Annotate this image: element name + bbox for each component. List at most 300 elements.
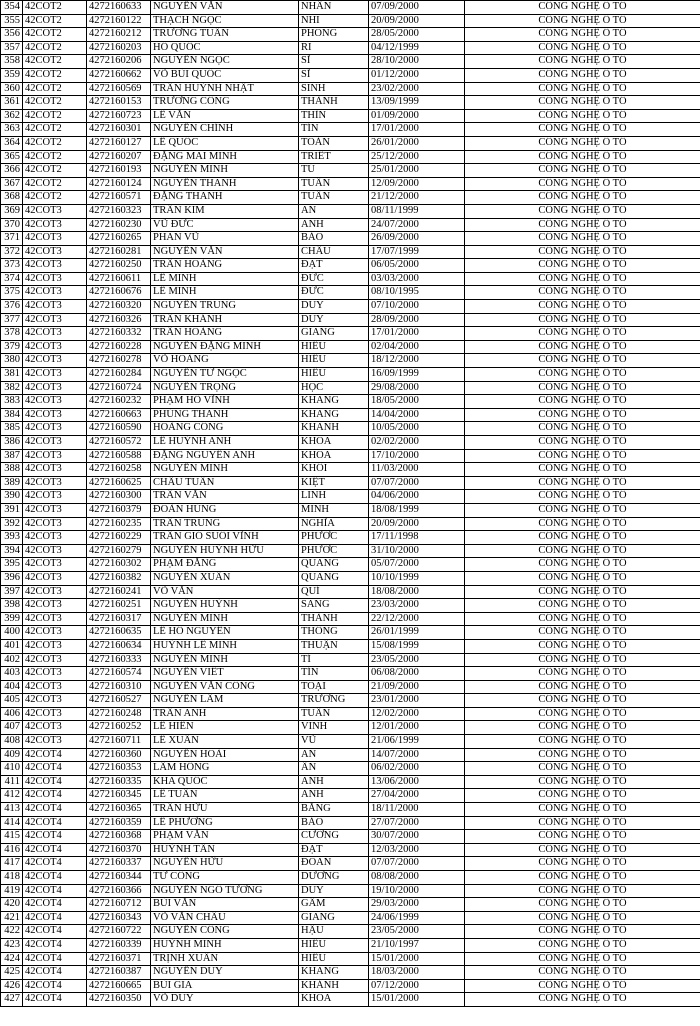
major-cell: CÔNG NGHỆ Ô TÔ <box>465 775 700 789</box>
row-number-cell: 381 <box>1 368 23 382</box>
last-middle-name-cell: TRẦN ANH <box>151 707 299 721</box>
student-id-cell: 4272160359 <box>87 816 151 830</box>
date-of-birth-cell: 13/06/2000 <box>369 775 465 789</box>
date-of-birth-cell: 20/09/2000 <box>369 517 465 531</box>
major-cell: CÔNG NGHỆ Ô TÔ <box>465 123 700 137</box>
row-number-cell: 367 <box>1 177 23 191</box>
row-number-cell: 379 <box>1 340 23 354</box>
date-of-birth-cell: 21/10/1997 <box>369 938 465 952</box>
table-row <box>1 884 700 898</box>
first-name-cell: GIANG <box>299 911 369 925</box>
major-cell: CÔNG NGHỆ Ô TÔ <box>465 177 700 191</box>
last-middle-name-cell: HUỲNH MINH <box>151 938 299 952</box>
student-id-cell: 4272160252 <box>87 721 151 735</box>
table-row <box>1 41 700 55</box>
last-middle-name-cell: NGUYỄN VĂN CÔNG <box>151 680 299 694</box>
student-id-cell: 4272160345 <box>87 789 151 803</box>
date-of-birth-cell: 10/05/2000 <box>369 422 465 436</box>
class-code-cell: 42COT3 <box>23 667 87 681</box>
class-code-cell: 42COT3 <box>23 612 87 626</box>
first-name-cell: RI <box>299 41 369 55</box>
class-code-cell: 42COT4 <box>23 938 87 952</box>
date-of-birth-cell: 20/09/2000 <box>369 14 465 28</box>
row-number-cell: 384 <box>1 408 23 422</box>
table-row <box>1 218 700 232</box>
class-code-cell: 42COT3 <box>23 639 87 653</box>
first-name-cell: HIẾU <box>299 340 369 354</box>
major-cell: CÔNG NGHỆ Ô TÔ <box>465 436 700 450</box>
student-id-cell: 4272160350 <box>87 993 151 1007</box>
student-id-cell: 4272160590 <box>87 422 151 436</box>
class-code-cell: 42COT3 <box>23 368 87 382</box>
first-name-cell: THÀNH <box>299 96 369 110</box>
major-cell: CÔNG NGHỆ Ô TÔ <box>465 816 700 830</box>
first-name-cell: BẰNG <box>299 803 369 817</box>
row-number-cell: 358 <box>1 55 23 69</box>
table-row <box>1 789 700 803</box>
major-cell: CÔNG NGHỆ Ô TÔ <box>465 639 700 653</box>
first-name-cell: AN <box>299 748 369 762</box>
student-id-cell: 4272160337 <box>87 857 151 871</box>
first-name-cell: TOẠI <box>299 680 369 694</box>
major-cell: CÔNG NGHỆ Ô TÔ <box>465 259 700 273</box>
row-number-cell: 374 <box>1 272 23 286</box>
class-code-cell: 42COT3 <box>23 286 87 300</box>
first-name-cell: TUẤN <box>299 191 369 205</box>
class-code-cell: 42COT2 <box>23 55 87 69</box>
class-code-cell: 42COT2 <box>23 68 87 82</box>
row-number-cell: 357 <box>1 41 23 55</box>
student-id-cell: 4272160281 <box>87 245 151 259</box>
table-row <box>1 721 700 735</box>
major-cell: CÔNG NGHỆ Ô TÔ <box>465 463 700 477</box>
major-cell: CÔNG NGHỆ Ô TÔ <box>465 109 700 123</box>
last-middle-name-cell: VÕ VĂN <box>151 585 299 599</box>
class-code-cell: 42COT3 <box>23 327 87 341</box>
date-of-birth-cell: 17/01/2000 <box>369 123 465 137</box>
last-middle-name-cell: HOÀNG CÔNG <box>151 422 299 436</box>
last-middle-name-cell: NGUYỄN VĂN <box>151 245 299 259</box>
first-name-cell: HẬU <box>299 925 369 939</box>
student-id-cell: 4272160302 <box>87 558 151 572</box>
student-id-cell: 4272160229 <box>87 531 151 545</box>
row-number-cell: 376 <box>1 300 23 314</box>
last-middle-name-cell: NGUYỄN CHÍNH <box>151 123 299 137</box>
table-row <box>1 938 700 952</box>
major-cell: CÔNG NGHỆ Ô TÔ <box>465 408 700 422</box>
row-number-cell: 378 <box>1 327 23 341</box>
date-of-birth-cell: 17/10/2000 <box>369 449 465 463</box>
date-of-birth-cell: 23/05/2000 <box>369 925 465 939</box>
row-number-cell: 388 <box>1 463 23 477</box>
table-row <box>1 191 700 205</box>
student-id-cell: 4272160635 <box>87 626 151 640</box>
class-code-cell: 42COT3 <box>23 707 87 721</box>
date-of-birth-cell: 26/01/2000 <box>369 136 465 150</box>
first-name-cell: HIẾU <box>299 354 369 368</box>
row-number-cell: 411 <box>1 775 23 789</box>
class-code-cell: 42COT2 <box>23 28 87 42</box>
first-name-cell: DUY <box>299 884 369 898</box>
first-name-cell: ĐẠT <box>299 843 369 857</box>
last-middle-name-cell: NGUYỄN NGÔ TƯỜNG <box>151 884 299 898</box>
table-row <box>1 735 700 749</box>
table-row <box>1 449 700 463</box>
date-of-birth-cell: 08/08/2000 <box>369 871 465 885</box>
table-row <box>1 775 700 789</box>
first-name-cell: SANG <box>299 599 369 613</box>
date-of-birth-cell: 12/02/2000 <box>369 707 465 721</box>
student-id-cell: 4272160251 <box>87 599 151 613</box>
row-number-cell: 423 <box>1 938 23 952</box>
student-id-cell: 4272160663 <box>87 408 151 422</box>
row-number-cell: 389 <box>1 476 23 490</box>
major-cell: CÔNG NGHỆ Ô TÔ <box>465 979 700 993</box>
class-code-cell: 42COT3 <box>23 585 87 599</box>
student-id-cell: 4272160250 <box>87 259 151 273</box>
table-row <box>1 68 700 82</box>
first-name-cell: TUẤN <box>299 707 369 721</box>
last-middle-name-cell: PHẠM VĂN <box>151 830 299 844</box>
date-of-birth-cell: 04/12/1999 <box>369 41 465 55</box>
row-number-cell: 368 <box>1 191 23 205</box>
student-id-cell: 4272160370 <box>87 843 151 857</box>
last-middle-name-cell: NGUYỄN HUỲNH HỮU <box>151 544 299 558</box>
table-row <box>1 952 700 966</box>
last-middle-name-cell: VÕ VĂN CHÂU <box>151 911 299 925</box>
student-id-cell: 4272160278 <box>87 354 151 368</box>
last-middle-name-cell: HỒ QUỐC <box>151 41 299 55</box>
table-row <box>1 612 700 626</box>
student-id-cell: 4272160344 <box>87 871 151 885</box>
table-row <box>1 422 700 436</box>
last-middle-name-cell: CHÂU TUẤN <box>151 476 299 490</box>
student-id-cell: 4272160265 <box>87 232 151 246</box>
date-of-birth-cell: 29/08/2000 <box>369 381 465 395</box>
major-cell: CÔNG NGHỆ Ô TÔ <box>465 368 700 382</box>
first-name-cell: LINH <box>299 490 369 504</box>
major-cell: CÔNG NGHỆ Ô TÔ <box>465 925 700 939</box>
major-cell: CÔNG NGHỆ Ô TÔ <box>465 938 700 952</box>
row-number-cell: 409 <box>1 748 23 762</box>
class-code-cell: 42COT2 <box>23 14 87 28</box>
major-cell: CÔNG NGHỆ Ô TÔ <box>465 830 700 844</box>
student-id-cell: 4272160574 <box>87 667 151 681</box>
student-id-cell: 4272160127 <box>87 136 151 150</box>
table-row <box>1 925 700 939</box>
student-id-cell: 4272160633 <box>87 1 151 15</box>
class-code-cell: 42COT3 <box>23 340 87 354</box>
table-row <box>1 966 700 980</box>
major-cell: CÔNG NGHỆ Ô TÔ <box>465 150 700 164</box>
last-middle-name-cell: LÂM HỒNG <box>151 762 299 776</box>
row-number-cell: 418 <box>1 871 23 885</box>
class-code-cell: 42COT3 <box>23 626 87 640</box>
major-cell: CÔNG NGHỆ Ô TÔ <box>465 857 700 871</box>
last-middle-name-cell: LÊ MINH <box>151 286 299 300</box>
row-number-cell: 401 <box>1 639 23 653</box>
table-row <box>1 1 700 15</box>
class-code-cell: 42COT3 <box>23 463 87 477</box>
first-name-cell: PHƯỚC <box>299 544 369 558</box>
last-middle-name-cell: HUỲNH TẤN <box>151 843 299 857</box>
last-middle-name-cell: NGUYỄN DUY <box>151 966 299 980</box>
row-number-cell: 403 <box>1 667 23 681</box>
date-of-birth-cell: 02/04/2000 <box>369 340 465 354</box>
table-row <box>1 286 700 300</box>
first-name-cell: ĐỨC <box>299 272 369 286</box>
row-number-cell: 393 <box>1 531 23 545</box>
major-cell: CÔNG NGHỆ Ô TÔ <box>465 952 700 966</box>
table-row <box>1 707 700 721</box>
first-name-cell: QUÍ <box>299 585 369 599</box>
table-row <box>1 463 700 477</box>
date-of-birth-cell: 03/03/2000 <box>369 272 465 286</box>
first-name-cell: KHANG <box>299 408 369 422</box>
row-number-cell: 425 <box>1 966 23 980</box>
date-of-birth-cell: 14/07/2000 <box>369 748 465 762</box>
table-row <box>1 354 700 368</box>
major-cell: CÔNG NGHỆ Ô TÔ <box>465 966 700 980</box>
row-number-cell: 391 <box>1 503 23 517</box>
major-cell: CÔNG NGHỆ Ô TÔ <box>465 571 700 585</box>
class-code-cell: 42COT4 <box>23 748 87 762</box>
major-cell: CÔNG NGHỆ Ô TÔ <box>465 381 700 395</box>
major-cell: CÔNG NGHỆ Ô TÔ <box>465 721 700 735</box>
row-number-cell: 404 <box>1 680 23 694</box>
student-id-cell: 4272160712 <box>87 898 151 912</box>
last-middle-name-cell: TRẦN KIM <box>151 204 299 218</box>
class-code-cell: 42COT3 <box>23 449 87 463</box>
class-code-cell: 42COT3 <box>23 653 87 667</box>
student-id-cell: 4272160569 <box>87 82 151 96</box>
last-middle-name-cell: ĐẶNG NGUYÊN ANH <box>151 449 299 463</box>
student-id-cell: 4272160230 <box>87 218 151 232</box>
row-number-cell: 408 <box>1 735 23 749</box>
major-cell: CÔNG NGHỆ Ô TÔ <box>465 55 700 69</box>
date-of-birth-cell: 21/09/2000 <box>369 680 465 694</box>
row-number-cell: 424 <box>1 952 23 966</box>
major-cell: CÔNG NGHỆ Ô TÔ <box>465 544 700 558</box>
date-of-birth-cell: 24/07/2000 <box>369 218 465 232</box>
date-of-birth-cell: 31/10/2000 <box>369 544 465 558</box>
first-name-cell: CHÂU <box>299 245 369 259</box>
last-middle-name-cell: LÊ QUỐC <box>151 136 299 150</box>
row-number-cell: 394 <box>1 544 23 558</box>
date-of-birth-cell: 12/01/2000 <box>369 721 465 735</box>
table-row <box>1 667 700 681</box>
date-of-birth-cell: 26/01/1999 <box>369 626 465 640</box>
class-code-cell: 42COT3 <box>23 313 87 327</box>
student-id-cell: 4272160366 <box>87 884 151 898</box>
last-middle-name-cell: NGUYỄN VIẾT <box>151 667 299 681</box>
last-middle-name-cell: PHÙNG THANH <box>151 408 299 422</box>
row-number-cell: 364 <box>1 136 23 150</box>
first-name-cell: THÌN <box>299 109 369 123</box>
date-of-birth-cell: 25/12/2000 <box>369 150 465 164</box>
major-cell: CÔNG NGHỆ Ô TÔ <box>465 300 700 314</box>
table-row <box>1 531 700 545</box>
table-row <box>1 558 700 572</box>
student-id-cell: 4272160662 <box>87 68 151 82</box>
major-cell: CÔNG NGHỆ Ô TÔ <box>465 340 700 354</box>
table-row <box>1 327 700 341</box>
date-of-birth-cell: 23/03/2000 <box>369 599 465 613</box>
class-code-cell: 42COT3 <box>23 544 87 558</box>
class-code-cell: 42COT3 <box>23 259 87 273</box>
row-number-cell: 354 <box>1 1 23 15</box>
first-name-cell: ĐOAN <box>299 857 369 871</box>
date-of-birth-cell: 11/03/2000 <box>369 463 465 477</box>
class-code-cell: 42COT3 <box>23 272 87 286</box>
first-name-cell: QUANG <box>299 571 369 585</box>
date-of-birth-cell: 12/03/2000 <box>369 843 465 857</box>
major-cell: CÔNG NGHỆ Ô TÔ <box>465 871 700 885</box>
student-id-cell: 4272160284 <box>87 368 151 382</box>
class-code-cell: 42COT3 <box>23 735 87 749</box>
date-of-birth-cell: 30/07/2000 <box>369 830 465 844</box>
row-number-cell: 387 <box>1 449 23 463</box>
row-number-cell: 427 <box>1 993 23 1007</box>
major-cell: CÔNG NGHỆ Ô TÔ <box>465 803 700 817</box>
student-id-cell: 4272160723 <box>87 109 151 123</box>
major-cell: CÔNG NGHỆ Ô TÔ <box>465 503 700 517</box>
row-number-cell: 419 <box>1 884 23 898</box>
table-row <box>1 599 700 613</box>
student-id-cell: 4272160153 <box>87 96 151 110</box>
class-code-cell: 42COT3 <box>23 300 87 314</box>
row-number-cell: 400 <box>1 626 23 640</box>
row-number-cell: 385 <box>1 422 23 436</box>
date-of-birth-cell: 12/09/2000 <box>369 177 465 191</box>
student-id-cell: 4272160371 <box>87 952 151 966</box>
date-of-birth-cell: 15/08/1999 <box>369 639 465 653</box>
first-name-cell: ANH <box>299 789 369 803</box>
table-row <box>1 123 700 137</box>
major-cell: CÔNG NGHỆ Ô TÔ <box>465 164 700 178</box>
first-name-cell: THUẬN <box>299 639 369 653</box>
class-code-cell: 42COT3 <box>23 476 87 490</box>
first-name-cell: KHÔI <box>299 463 369 477</box>
class-code-cell: 42COT3 <box>23 436 87 450</box>
table-row <box>1 55 700 69</box>
row-number-cell: 412 <box>1 789 23 803</box>
student-id-cell: 4272160206 <box>87 55 151 69</box>
class-code-cell: 42COT3 <box>23 204 87 218</box>
class-code-cell: 42COT4 <box>23 884 87 898</box>
row-number-cell: 397 <box>1 585 23 599</box>
first-name-cell: CƯỜNG <box>299 830 369 844</box>
date-of-birth-cell: 06/05/2000 <box>369 259 465 273</box>
first-name-cell: SĨ <box>299 55 369 69</box>
roster-body <box>1 1 700 1007</box>
table-row <box>1 245 700 259</box>
row-number-cell: 398 <box>1 599 23 613</box>
major-cell: CÔNG NGHỆ Ô TÔ <box>465 558 700 572</box>
first-name-cell: NHI <box>299 14 369 28</box>
student-id-cell: 4272160235 <box>87 517 151 531</box>
table-row <box>1 381 700 395</box>
first-name-cell: KIỆT <box>299 476 369 490</box>
table-row <box>1 911 700 925</box>
class-code-cell: 42COT4 <box>23 830 87 844</box>
class-code-cell: 42COT2 <box>23 164 87 178</box>
student-id-cell: 4272160335 <box>87 775 151 789</box>
class-code-cell: 42COT4 <box>23 952 87 966</box>
table-row <box>1 680 700 694</box>
student-id-cell: 4272160333 <box>87 653 151 667</box>
table-row <box>1 340 700 354</box>
first-name-cell: TÍ <box>299 653 369 667</box>
student-id-cell: 4272160611 <box>87 272 151 286</box>
table-row <box>1 898 700 912</box>
row-number-cell: 365 <box>1 150 23 164</box>
date-of-birth-cell: 28/05/2000 <box>369 28 465 42</box>
table-row <box>1 300 700 314</box>
major-cell: CÔNG NGHỆ Ô TÔ <box>465 694 700 708</box>
student-id-cell: 4272160241 <box>87 585 151 599</box>
class-code-cell: 42COT4 <box>23 857 87 871</box>
row-number-cell: 382 <box>1 381 23 395</box>
class-code-cell: 42COT3 <box>23 517 87 531</box>
table-row <box>1 571 700 585</box>
date-of-birth-cell: 29/03/2000 <box>369 898 465 912</box>
last-middle-name-cell: VÕ DUY <box>151 993 299 1007</box>
major-cell: CÔNG NGHỆ Ô TÔ <box>465 599 700 613</box>
date-of-birth-cell: 26/09/2000 <box>369 232 465 246</box>
major-cell: CÔNG NGHỆ Ô TÔ <box>465 789 700 803</box>
major-cell: CÔNG NGHỆ Ô TÔ <box>465 327 700 341</box>
student-id-cell: 4272160368 <box>87 830 151 844</box>
last-middle-name-cell: NGUYỄN CÔNG <box>151 925 299 939</box>
class-code-cell: 42COT4 <box>23 871 87 885</box>
date-of-birth-cell: 19/10/2000 <box>369 884 465 898</box>
row-number-cell: 414 <box>1 816 23 830</box>
student-id-cell: 4272160379 <box>87 503 151 517</box>
first-name-cell: KHÁNH <box>299 979 369 993</box>
first-name-cell: HIẾU <box>299 368 369 382</box>
table-row <box>1 164 700 178</box>
table-row <box>1 830 700 844</box>
class-code-cell: 42COT2 <box>23 96 87 110</box>
last-middle-name-cell: PHAN VŨ <box>151 232 299 246</box>
last-middle-name-cell: NGUYỄN MINH <box>151 463 299 477</box>
last-middle-name-cell: PHẠM ĐĂNG <box>151 558 299 572</box>
row-number-cell: 417 <box>1 857 23 871</box>
row-number-cell: 377 <box>1 313 23 327</box>
first-name-cell: GIANG <box>299 327 369 341</box>
first-name-cell: GẤM <box>299 898 369 912</box>
last-middle-name-cell: NGUYỄN ĐẶNG MINH <box>151 340 299 354</box>
row-number-cell: 406 <box>1 707 23 721</box>
class-code-cell: 42COT2 <box>23 109 87 123</box>
first-name-cell: HIẾU <box>299 938 369 952</box>
last-middle-name-cell: LÊ PHƯƠNG <box>151 816 299 830</box>
last-middle-name-cell: LÊ XUÂN <box>151 735 299 749</box>
table-row <box>1 748 700 762</box>
last-middle-name-cell: LÊ MINH <box>151 272 299 286</box>
table-row <box>1 14 700 28</box>
major-cell: CÔNG NGHỆ Ô TÔ <box>465 422 700 436</box>
first-name-cell: ANH <box>299 775 369 789</box>
major-cell: CÔNG NGHỆ Ô TÔ <box>465 82 700 96</box>
last-middle-name-cell: TRẦN TRUNG <box>151 517 299 531</box>
major-cell: CÔNG NGHỆ Ô TÔ <box>465 762 700 776</box>
last-middle-name-cell: NGUYỄN MINH <box>151 612 299 626</box>
row-number-cell: 426 <box>1 979 23 993</box>
date-of-birth-cell: 01/12/2000 <box>369 68 465 82</box>
major-cell: CÔNG NGHỆ Ô TÔ <box>465 286 700 300</box>
